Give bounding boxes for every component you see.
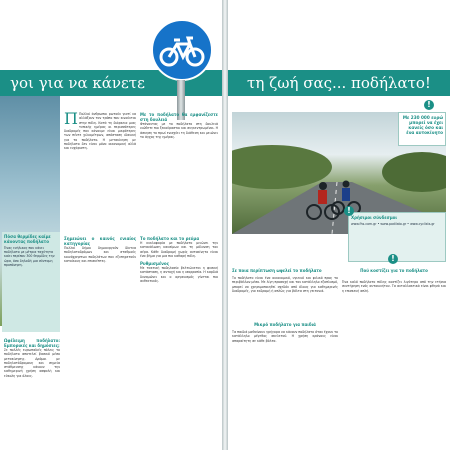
right-body-2: Τα παιδιά μαθαίνουν γρήγορα να κάνουν ποδήλατο όταν έχουν το κατάλληλο μέγεθος σκελετού. Η χρήση κράνους είναι απαραίτητη σε κάθε βόλτα. [232, 330, 338, 343]
left-subhead-4: Σημειώνει ο καινός ενιαίος κατηγορίας [64, 236, 136, 246]
left-page [0, 0, 222, 450]
right-subhead-1: Σε ποια περίπτωση ωφελεί το ποδήλατο [232, 268, 322, 273]
right-info-title: Χρήσιμοι σύνδεσμοι [351, 215, 397, 220]
right-subhead-3: Πού κοστίζει για το ποδήλατο [360, 268, 428, 273]
right-body-1: Το ποδήλατο είναι ένα οικονομικό, υγιεινό και φιλικό προς το περιβάλλον μέσο. Με λίγη προσοχή και τον κατάλληλο εξοπλισμό, μπορεί να χρησιμοποιηθεί σχεδόν από όλους για καθημερινές διαδρομές, για εκδρομή ή απλώς για βόλτα στη γειτονιά. [232, 276, 338, 293]
right-subhead-2: Μικρό ποδήλατο για παιδιά [254, 322, 316, 327]
price-callout [398, 112, 446, 146]
info-icon: ! [344, 206, 354, 216]
right-body-3: Ένα καλό ποδήλατο πόλης κοστίζει λιγότερο από την ετήσια συντήρηση ενός αυτοκινήτου. Τα ανταλλακτικά είναι φθηνά και η επισκευή απλή. [342, 280, 446, 293]
left-column-2 [64, 236, 136, 448]
callout-text: Με 230 000 ευρώ μπορεί να έχει κανείς όσο και ένα αυτοκίνητο [402, 115, 443, 135]
left-body-4: Πολλοί δήμοι δημιουργούν δίκτυα ποδηλατοδρόμων και σταθμούς κοινόχρηστων ποδηλάτων που εξυπηρετούν κατοίκους και επισκέπτες. [64, 246, 136, 263]
left-body-extra [140, 112, 218, 232]
left-column-1 [4, 338, 60, 448]
left-intro-text: Π Πολλοί άνθρωποι ρωτούν γιατί να αλλάξουν τον τρόπο που κινούνται στην πόλη. Κατά τη διάρκεια μιας τυπικής ημέρας οι περισσότερες διαδρομές που κάνουμε είναι μικρότερες των πέντε χιλιομέτρων, απόσταση ιδανική για το ποδήλατο. Η μετακίνηση με ποδήλατο δεν είναι μόνο οικονομική αλλά και ευχάριστη. [64, 112, 136, 151]
warning-icon: ! [388, 254, 398, 264]
left-info-box [2, 232, 60, 332]
left-title-banner: γοι για να κάνετε [0, 70, 222, 96]
left-subhead-3: Το ποδήλατο και το ρεύμα [140, 236, 200, 241]
right-info-links[interactable]: www.fhs.com.gr • www.podilato.gr • www.cyclists.gr [351, 222, 435, 226]
left-info-text: Ένας ενήλικας που κάνει ποδήλατο με μέτρια ταχύτητα καίει περίπου 300 θερμίδες την ώρα, όσο δηλαδή μια σύντομη προπόνηση. [4, 246, 55, 267]
left-subhead-1: Ωφέλειμη ποδήλατο: Εμπορικές και δημόσιες; [4, 338, 60, 348]
left-subhead-2: Με το ποδήλατο θα εμφανίζεστε στη δουλειά [140, 112, 218, 122]
left-body-1: Σε πολλές ευρωπαϊκές πόλεις το ποδήλατο αποτελεί βασικό μέσο μετακίνησης. Δρόμοι με ποδηλατόδρομους και σημεία στάθμευσης κάνουν την καθημερινή χρήση ασφαλή και εύκολη για όλους. [4, 348, 60, 378]
right-links-box [348, 212, 446, 262]
left-info-title: Πόσα θερμίδες καίμε κάνοντας ποδήλατο [4, 234, 51, 244]
drop-cap: Π [64, 112, 78, 128]
right-title-banner: τη ζωή σας... ποδήλατο! [228, 70, 450, 96]
left-subhead-5: Ρυθμισμένος [140, 261, 170, 267]
bicycle-sign-icon [150, 18, 214, 82]
left-body-5: Με τακτική ποδηλασία βελτιώνεται η φυσική κατάσταση, η αντοχή και η ισορροπία. Η καρδιά δυναμώνει και ο οργανισμός γίνεται πιο ανθεκτικός. [140, 266, 218, 284]
left-body-3: Η κυκλοφορία με ποδήλατο μειώνει την κατανάλωση καυσίμων και τη μόλυνση του αέρα. Κάθε διαδρομή χωρίς αυτοκίνητο είναι ένα βήμα για μια πιο καθαρή πόλη. [140, 241, 218, 258]
exclamation-icon: ! [424, 100, 434, 110]
right-page [228, 0, 450, 450]
left-body-2: Φτάνοντας με το ποδήλατο στη δουλειά νιώθετε πιο ξεκούραστοι και συγκεντρωμένοι. Η άσκηση το πρωί ενισχύει τη διάθεση και μειώνει το άγχος της ημέρας. [140, 122, 218, 139]
left-column-3 [140, 236, 218, 448]
